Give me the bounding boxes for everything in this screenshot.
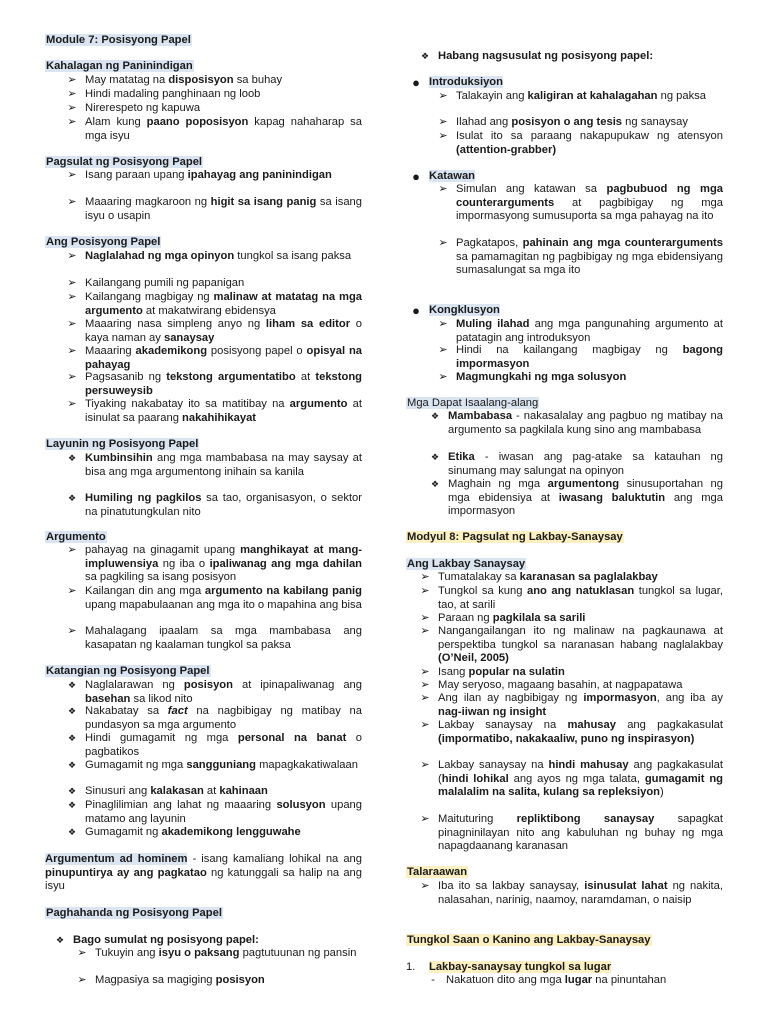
arrow-icon: ➢ xyxy=(438,318,448,330)
arrow-icon: ➢ xyxy=(438,90,448,102)
arrow-icon: ➢ xyxy=(420,666,430,678)
diamond-icon: ❖ xyxy=(67,786,77,796)
kongklusyon-item-text: Muling ilahad ang mga pangunahing argumento at patatagin ang introduksyon xyxy=(456,318,723,344)
pagsulat-heading: Pagsulat ng Posisyong Papel xyxy=(46,156,203,168)
tungkol-item-1 xyxy=(406,961,723,975)
diamond-icon: ❖ xyxy=(67,733,77,743)
layunin-heading: Layunin ng Posisyong Papel xyxy=(46,438,199,450)
arrow-icon: ➢ xyxy=(67,585,77,597)
bago-label: Bago sumulat ng posisyong papel: xyxy=(73,934,259,946)
module7-title: Module 7: Posisyong Papel xyxy=(46,34,191,46)
arrow-icon: ➢ xyxy=(438,237,448,249)
diamond-icon: ❖ xyxy=(67,706,77,716)
layunin-item xyxy=(67,492,363,519)
talaraawan-heading: Talaraawan xyxy=(407,866,468,878)
kahalagahan-item-text: Nirerespeto ng kapuwa xyxy=(85,102,201,114)
katangian-item-text: Pinaglilimian ang lahat ng maaaring solusyon upang matamo ang layunin xyxy=(85,799,362,825)
tungkol-item-1-label: Lakbay-sanaysay tungkol sa lugar xyxy=(429,961,612,973)
paghahanda-item-text: Tukuyin ang isyu o paksang pagtutuunan ng pansin xyxy=(95,947,357,959)
talaraawan-item xyxy=(420,880,724,907)
ang-lakbay-item xyxy=(420,813,723,854)
ang-posisyong-item xyxy=(67,277,362,291)
ang-posisyong-item-text: Maaaring nasa simpleng anyo ng liham sa editor o kaya naman ay sanaysay xyxy=(85,318,362,344)
kongklusyon-item-text: Magmungkahi ng mga solusyon xyxy=(456,371,627,383)
ang-lakbay-heading: Ang Lakbay Sanaysay xyxy=(407,558,526,570)
kongklusyon-title: Kongklusyon xyxy=(429,304,500,316)
pagsulat-item-text: Isang paraan upang ipahayag ang paninindigan xyxy=(85,169,332,181)
ang-posisyong-item-text: Kailangang magbigay ng malinaw at matatag na mga argumento at makatwirang ebidensya xyxy=(85,291,362,317)
kahalagahan-item xyxy=(67,88,362,102)
katangian-item-text: Gumagamit ng akademikong lengguwahe xyxy=(85,826,301,838)
arrow-icon: ➢ xyxy=(438,130,448,142)
introduksiyon-item-text: Talakayin ang kaligiran at kahalagahan ng paksa xyxy=(456,90,706,102)
ang-posisyong-item xyxy=(67,250,362,264)
kongklusyon-item xyxy=(438,318,723,345)
katangian-item xyxy=(67,826,362,840)
introduksiyon-item-text: Isulat ito sa paraang nakapupukaw ng atensyon (attention-grabber) xyxy=(456,130,723,156)
diamond-icon: ❖ xyxy=(67,493,77,503)
ang-lakbay-item-text: Isang popular na sulatin xyxy=(438,666,565,678)
layunin-item-text: Humiling ng pagkilos sa tao, organisasyon, o sektor na pinatutungkulan nito xyxy=(85,492,363,518)
argumento-item xyxy=(67,544,362,585)
bullet-icon: ● xyxy=(412,169,420,184)
kongklusyon-heading xyxy=(412,303,723,318)
katawan-item-text: Pagkatapos, pahinain ang mga counterarguments sa pamamagitan ng pagbibigay ng mga ebidensiyang sumasalungat sa mga ito xyxy=(456,237,723,276)
argumento-item xyxy=(67,625,362,652)
argumento-item xyxy=(67,585,363,612)
arrow-icon: ➢ xyxy=(438,116,448,128)
ang-lakbay-item-text: Lakbay sanaysay na hindi mahusay ang pagkakasulat (hindi lohikal ang ayos ng mga talata, gumagamit ng malalalim na salita, kulang sa repleksiyon) xyxy=(438,759,724,798)
katangian-item xyxy=(67,705,362,732)
arrow-icon: ➢ xyxy=(67,102,77,114)
arrow-icon: ➢ xyxy=(67,88,77,100)
katawan-item-text: Simulan ang katawan sa pagbubuod ng mga counterarguments at pagbibigay ng mga impormasyong sumusuporta sa mga pahayag na ito xyxy=(456,183,723,222)
katangian-item-text: Gumagamit ng mga sangguniang mapagkakatiwalaan xyxy=(85,759,358,771)
arrow-icon: ➢ xyxy=(420,719,430,731)
isaalang-item-text: Maghain ng mga argumentong sinusuportahan ng mga ebidensiya at iwasang baluktutin ang mga impormasyon xyxy=(448,478,723,517)
arrow-icon: ➢ xyxy=(67,169,77,181)
ang-lakbay-item xyxy=(420,625,723,666)
dash-icon: - xyxy=(431,974,435,986)
katangian-item xyxy=(67,759,362,773)
arrow-icon: ➢ xyxy=(67,318,77,330)
ang-lakbay-item xyxy=(420,692,723,719)
diamond-icon: ❖ xyxy=(67,680,77,690)
diamond-icon: ❖ xyxy=(67,800,77,810)
argumento-item-text: pahayag na ginagamit upang manghikayat at mang-impluwensiya ng iba o ipaliwanag ang mga dahilan sa pagkiling sa isang posisyon xyxy=(85,544,362,583)
isaalang-item xyxy=(430,410,723,437)
ad-hominem-term: Argumentum ad hominem xyxy=(45,853,188,865)
ang-lakbay-item xyxy=(420,679,723,693)
diamond-icon: ❖ xyxy=(55,935,65,945)
arrow-icon: ➢ xyxy=(67,250,77,262)
arrow-icon: ➢ xyxy=(67,277,77,289)
ang-posisyong-item-text: Kailangang pumili ng papanigan xyxy=(85,277,245,289)
ang-posisyong-item xyxy=(67,398,362,425)
katawan-title: Katawan xyxy=(429,170,476,182)
ang-lakbay-item-text: Lakbay sanaysay na mahusay ang pagkakasulat (impormatibo, nakakaaliw, puno ng inspirasyon) xyxy=(438,719,724,745)
ang-lakbay-item-text: Ang ilan ay nagbibigay ng impormasyon, ang iba ay nag-iiwan ng insight xyxy=(438,692,723,718)
paghahanda-item-text: Magpasiya sa magiging posisyon xyxy=(95,974,265,986)
katawan-item xyxy=(438,237,723,278)
ang-posisyong-item-text: Naglalahad ng mga opinyon tungkol sa isang paksa xyxy=(85,250,352,262)
paghahanda-heading: Paghahanda ng Posisyong Papel xyxy=(46,907,222,919)
introduksiyon-item xyxy=(438,90,723,104)
katangian-heading: Katangian ng Posisyong Papel xyxy=(46,665,210,677)
kahalagahan-item-text: May matatag na disposisyon sa buhay xyxy=(85,74,283,86)
katawan-heading xyxy=(412,169,723,184)
arrow-icon: ➢ xyxy=(438,371,448,383)
katangian-item xyxy=(67,679,362,706)
argumento-item-text: Mahalagang ipaalam sa mga mambabasa ang kasapatan ng kaalaman tungkol sa paksa xyxy=(85,625,362,651)
isaalang-item-text: Mambabasa - nakasalalay ang pagbuo ng matibay na argumento sa pagkilala kung sino ang mambabasa xyxy=(448,410,723,436)
pagsulat-item xyxy=(67,196,362,223)
ang-lakbay-item-text: Maituturing repliktibong sanaysay sapagkat pinagninilayan nito ang kabuluhan ng buhay ng mga napagdaanang karanasan xyxy=(438,813,723,852)
arrow-icon: ➢ xyxy=(67,196,77,208)
isaalang-item xyxy=(430,478,723,519)
katangian-item-text: Naglalarawan ng posisyon at ipinapaliwanag ang basehan sa likod nito xyxy=(85,679,362,705)
ang-lakbay-item xyxy=(420,571,723,585)
ang-posisyong-item-text: Tiyaking nakabatay ito sa matitibay na argumento at isinulat sa paarang nakahihikayat xyxy=(85,398,362,424)
katangian-item xyxy=(67,785,362,799)
argumento-item-text: Kailangan din ang mga argumento na kabilang panig upang mapabulaanan ang mga ito o mapahina ang bisa xyxy=(85,585,363,611)
ad-hominem-paragraph xyxy=(45,853,362,894)
introduksiyon-item xyxy=(438,130,723,157)
katangian-item xyxy=(67,732,362,759)
ang-posisyong-item xyxy=(67,291,362,318)
arrow-icon: ➢ xyxy=(67,74,77,86)
diamond-icon: ❖ xyxy=(430,452,440,462)
diamond-icon: ❖ xyxy=(67,453,77,463)
kahalagahan-item xyxy=(67,102,362,116)
ang-posisyong-item xyxy=(67,318,362,345)
arrow-icon: ➢ xyxy=(77,947,87,959)
arrow-icon: ➢ xyxy=(420,585,430,597)
kahalagahan-item xyxy=(67,74,362,88)
arrow-icon: ➢ xyxy=(67,625,77,637)
argumento-heading: Argumento xyxy=(46,531,106,543)
habang-label: Habang nagsusulat ng posisyong papel: xyxy=(438,50,654,62)
layunin-item xyxy=(67,452,362,479)
list-number: 1. xyxy=(406,961,416,973)
arrow-icon: ➢ xyxy=(420,880,430,892)
katangian-item-text: Sinusuri ang kalakasan at kahinaan xyxy=(85,785,268,797)
kahalagahan-item xyxy=(67,116,362,143)
katangian-item xyxy=(67,799,362,826)
ang-lakbay-item-text: Tumatalakay sa karanasan sa paglalakbay xyxy=(438,571,658,583)
modyul8-title: Modyul 8: Pagsulat ng Lakbay-Sanaysay xyxy=(407,531,623,543)
tungkol-sub-text: Nakatuon dito ang mga lugar na pinuntahan xyxy=(446,974,667,986)
arrow-icon: ➢ xyxy=(438,344,448,356)
ang-lakbay-item xyxy=(420,666,723,680)
ang-lakbay-item xyxy=(420,719,724,746)
katangian-item-text: Nakabatay sa fact na nagbibigay ng matibay na pundasyon sa mga argumento xyxy=(85,705,362,731)
diamond-icon: ❖ xyxy=(430,411,440,421)
isaalang-heading: Mga Dapat Isaalang-alang xyxy=(407,397,539,409)
arrow-icon: ➢ xyxy=(420,759,430,771)
katawan-item xyxy=(438,183,723,224)
arrow-icon: ➢ xyxy=(420,813,430,825)
habang-item xyxy=(420,50,723,64)
introduksiyon-item-text: Ilahad ang posisyon o ang tesis ng sanaysay xyxy=(456,116,688,128)
ad-hominem-definition: - isang kamaliang lohikal na ang pinupuntirya ay ang pagkatao ng katunggali sa halip na ang isyu xyxy=(45,853,362,892)
kahalagahan-item-text: Alam kung paano poposisyon kapag nahaharap sa mga isyu xyxy=(85,116,362,142)
introduksiyon-item xyxy=(438,116,723,130)
arrow-icon: ➢ xyxy=(67,345,77,357)
paghahanda-item xyxy=(77,947,362,961)
introduksiyon-heading xyxy=(412,75,723,90)
layunin-item-text: Kumbinsihin ang mga mambabasa na may saysay at bisa ang mga argumentong inihain sa kanila xyxy=(85,452,362,478)
pagsulat-item xyxy=(67,169,362,183)
isaalang-item xyxy=(430,451,723,478)
arrow-icon: ➢ xyxy=(438,183,448,195)
ang-posisyong-item-text: Pagsasanib ng tekstong argumentatibo at tekstong persuweysib xyxy=(85,371,362,397)
arrow-icon: ➢ xyxy=(67,291,77,303)
ang-posisyong-heading: Ang Posisyong Papel xyxy=(46,236,161,248)
ang-lakbay-item-text: May seryoso, magaang basahin, at nagpapatawa xyxy=(438,679,683,691)
ang-lakbay-item xyxy=(420,759,724,800)
ang-lakbay-item-text: Paraan ng pagkilala sa sarili xyxy=(438,612,586,624)
ang-lakbay-item-text: Tungkol sa kung ano ang natuklasan tungkol sa lugar, tao, at sarili xyxy=(438,585,723,611)
introduksiyon-title: Introduksiyon xyxy=(429,76,503,88)
arrow-icon: ➢ xyxy=(420,612,430,624)
arrow-icon: ➢ xyxy=(420,571,430,583)
diamond-icon: ❖ xyxy=(430,479,440,489)
arrow-icon: ➢ xyxy=(77,974,87,986)
ang-posisyong-item xyxy=(67,371,362,398)
pagsulat-item-text: Maaaring magkaroon ng higit sa isang panig sa isang isyu o usapin xyxy=(85,196,362,222)
arrow-icon: ➢ xyxy=(67,116,77,128)
ang-lakbay-item xyxy=(420,585,723,612)
kahalagahan-item-text: Hindi madaling panghinaan ng loob xyxy=(85,88,261,100)
arrow-icon: ➢ xyxy=(67,371,77,383)
kongklusyon-item xyxy=(438,344,723,371)
ang-posisyong-item-text: Maaaring akademikong posisyong papel o opisyal na pahayag xyxy=(85,345,363,371)
tungkol-sub-item xyxy=(431,974,723,988)
arrow-icon: ➢ xyxy=(67,544,77,556)
katangian-item-text: Hindi gumagamit ng mga personal na banat o pagbatikos xyxy=(85,732,362,758)
tungkol-heading: Tungkol Saan o Kanino ang Lakbay-Sanaysay xyxy=(407,934,651,946)
ang-lakbay-item-text: Nangangailangan ito ng malinaw na pagkaunawa at perspektiba tungkol sa naranasan habang naglalakbay (O’Neil, 2005) xyxy=(438,625,723,664)
talaraawan-item-text: Iba ito sa lakbay sanaysay, isinusulat lahat ng nakita, nalasahan, narinig, naamoy, naramdaman, o naisip xyxy=(438,880,724,906)
diamond-icon: ❖ xyxy=(67,827,77,837)
isaalang-item-text: Etika - iwasan ang pag-atake sa katauhan ng sinumang may salungat na opinyon xyxy=(448,451,723,477)
ang-lakbay-item xyxy=(420,612,723,626)
ang-posisyong-item xyxy=(67,345,363,372)
kahalagahan-heading: Kahalagan ng Paninindigan xyxy=(46,60,193,72)
arrow-icon: ➢ xyxy=(420,625,430,637)
diamond-icon: ❖ xyxy=(420,51,430,61)
kongklusyon-item-text: Hindi na kailangang magbigay ng bagong impormasyon xyxy=(456,344,723,370)
kongklusyon-item xyxy=(438,371,723,385)
arrow-icon: ➢ xyxy=(67,398,77,410)
paghahanda-item xyxy=(77,974,362,988)
arrow-icon: ➢ xyxy=(420,679,430,691)
diamond-icon: ❖ xyxy=(67,760,77,770)
bullet-icon: ● xyxy=(412,303,420,318)
bullet-icon: ● xyxy=(412,75,420,90)
bago-item xyxy=(55,934,362,948)
arrow-icon: ➢ xyxy=(420,692,430,704)
